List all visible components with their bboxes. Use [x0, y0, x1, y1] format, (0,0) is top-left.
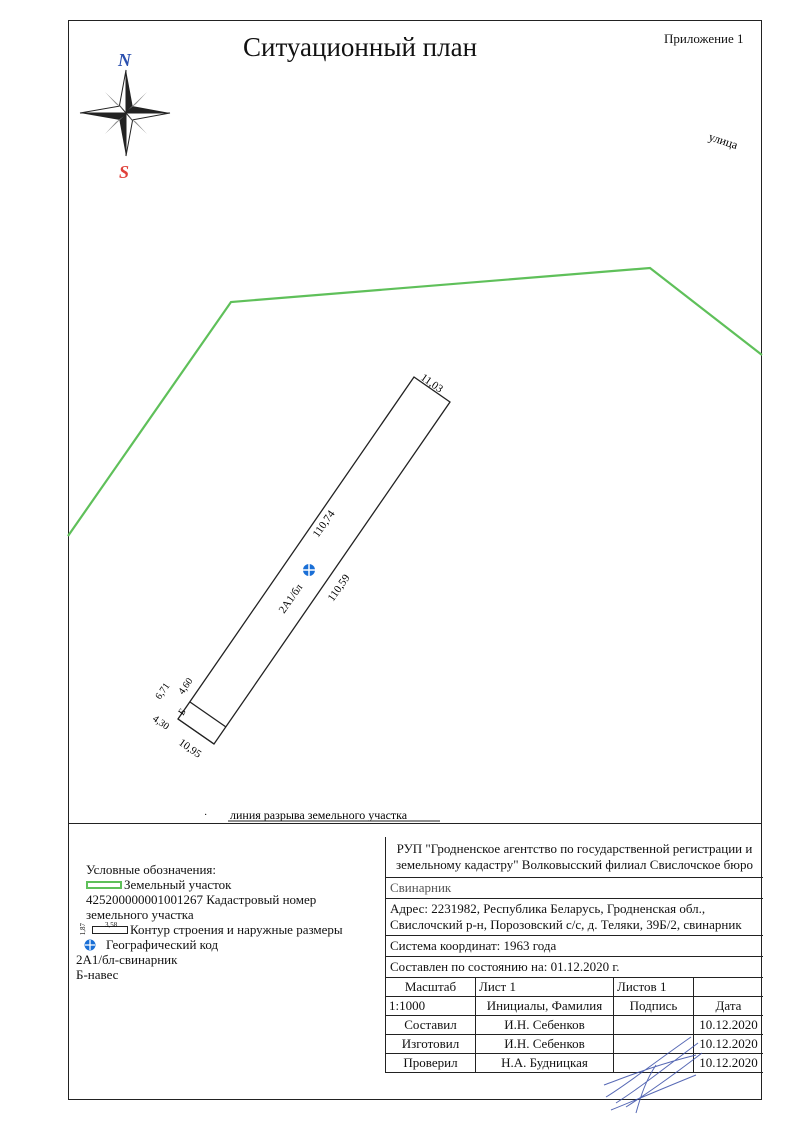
dim-canopy-1: 6,71 [153, 681, 173, 702]
object-name: Свинарник [386, 878, 763, 899]
legend-building-contour-label: Контур строения и наружные размеры [130, 922, 343, 937]
object-address: Адрес: 2231982, Республика Беларусь, Гродненская обл., Свислочский р-н, Порозовский с/с, д. Теляки, 39Б/2, свинарник [386, 899, 763, 936]
grid-blank [694, 978, 763, 997]
page-title: Ситуационный план [243, 32, 478, 62]
break-line-label: линия разрыва земельного участка [230, 808, 408, 822]
sign-cell [614, 1016, 694, 1035]
col-name-header: Инициалы, Фамилия [476, 997, 614, 1016]
break-line-dot: · [204, 810, 208, 821]
date-cell: 10.12.2020 [694, 1035, 763, 1054]
date-cell: 10.12.2020 [694, 1016, 763, 1035]
dim-canopy-3: 4,30 [150, 713, 171, 733]
date-cell: 10.12.2020 [694, 1054, 763, 1073]
legend [76, 862, 376, 982]
compass-north-label: N [118, 50, 131, 70]
legend-building-dim-top: 3,58 [105, 920, 118, 929]
building-outline [178, 377, 450, 744]
scale-value: 1:1000 [386, 997, 476, 1016]
dim-long-left: 110,74 [310, 508, 338, 540]
role-cell: Проверил [386, 1054, 476, 1073]
sign-cell [614, 1054, 694, 1073]
sign-cell [614, 1035, 694, 1054]
land-plot-boundary [68, 268, 762, 536]
coordinate-system: Система координат: 1963 года [386, 936, 763, 957]
name-cell: Н.А. Будницкая [476, 1054, 614, 1073]
name-cell: И.Н. Себенков [476, 1016, 614, 1035]
appendix-label: Приложение 1 [664, 31, 744, 46]
col-date-header: Дата [694, 997, 763, 1016]
legend-item-2: Б-навес [76, 967, 119, 982]
dim-bottom-width: 10,95 [176, 736, 204, 761]
organization-name: РУП "Гродненское агентство по государственной регистрации и земельному кадастру" Волковысский филиал Свислочское бюро [386, 837, 763, 878]
dim-top-width: 11,03 [418, 371, 446, 396]
legend-land-plot-label: Земельный участок [124, 877, 232, 892]
dim-long-right: 110,59 [325, 572, 353, 604]
geo-code-icon [303, 564, 315, 576]
compiled-state: Составлен по состоянию на: 01.12.2020 г. [386, 957, 763, 978]
sheets-label: Листов 1 [614, 978, 694, 997]
title-block [385, 837, 763, 1073]
legend-heading: Условные обозначения: [86, 862, 217, 877]
sheet-label: Лист 1 [476, 978, 614, 997]
signature-grid [386, 978, 763, 1073]
street-label: улица [707, 129, 740, 153]
dim-canopy-2: 4,60 [176, 676, 196, 697]
legend-geo-code [76, 937, 376, 952]
land-plot-symbol-icon [86, 881, 122, 889]
scale-label: Масштаб [386, 978, 476, 997]
geo-code-legend-icon [84, 939, 96, 951]
legend-building-dim-side: 1,87 [79, 923, 87, 936]
legend-cadastral: 425200000001001267 Кадастровый номер [86, 892, 317, 907]
legend-geo-code-label: Географический код [106, 937, 219, 952]
role-cell: Составил [386, 1016, 476, 1035]
legend-cadastral-cont: земельного участка [86, 907, 194, 922]
name-cell: И.Н. Себенков [476, 1035, 614, 1054]
section-divider [68, 823, 762, 824]
col-sign-header: Подпись [614, 997, 694, 1016]
building-code: 2А1/бл [276, 581, 306, 616]
canopy-code: Б [176, 706, 189, 718]
building-contour-symbol-icon [92, 920, 128, 934]
compass-south-label: S [119, 162, 130, 182]
legend-item-1: 2А1/бл-свинарник [76, 952, 178, 967]
role-cell: Изготовил [386, 1035, 476, 1054]
legend-land-plot [76, 877, 376, 892]
legend-building-contour [76, 922, 376, 937]
compass-rose-icon [80, 70, 170, 156]
